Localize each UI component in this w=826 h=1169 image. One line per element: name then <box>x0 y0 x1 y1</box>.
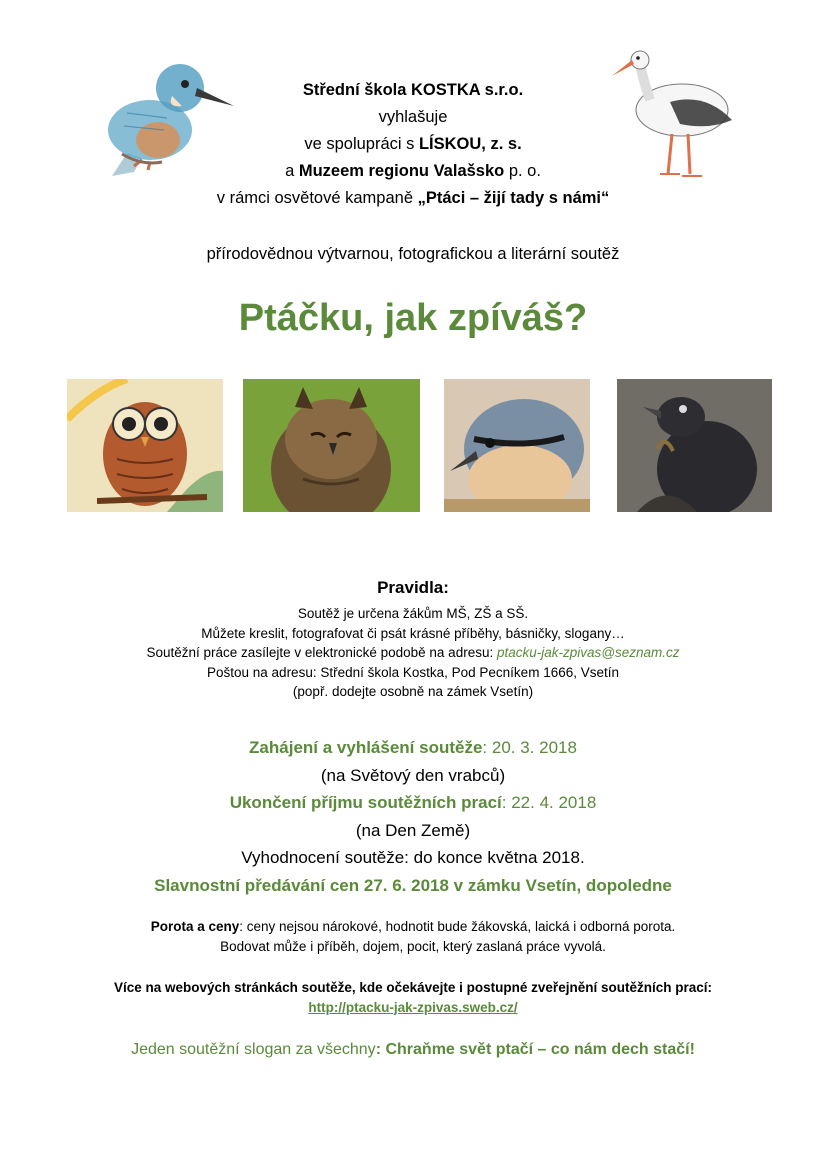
header <box>0 77 826 212</box>
end-date-line: Ukončení příjmu soutěžních prací: 22. 4. 2018 <box>229 793 597 812</box>
more-info-section <box>0 978 826 1017</box>
start-note: (na Světový den vrabců) <box>320 765 506 785</box>
rules-line: Soutěž je určena žákům MŠ, ZŠ a SŠ. <box>297 606 529 621</box>
blackbird-photo <box>617 379 772 512</box>
slogan: Jeden soutěžní slogan za všechny: Chraňme svět ptačí – co nám dech stačí! <box>131 1041 695 1058</box>
competition-type: přírodovědnou výtvarnou, fotografickou a literární soutěž <box>206 245 620 263</box>
page-title: Ptáčku, jak zpíváš? <box>238 297 588 339</box>
start-date-line: Zahájení a vyhlášení soutěže: 20. 3. 2018 <box>249 738 577 757</box>
more-info-text: Více na webových stránkách soutěže, kde očekávejte i postupné zveřejnění soutěžních prací: <box>114 980 712 995</box>
museum-line: a Muzeem regionu Valašsko p. o. <box>285 162 541 180</box>
eagle-owl-photo <box>243 379 420 512</box>
rules-line: Soutěžní práce zasílejte v elektronické podobě na adresu: ptacku-jak-zpivas@seznam.cz <box>146 645 680 660</box>
end-note: (na Den Země) <box>355 820 471 840</box>
cooperation-line: ve spolupráci s LÍSKOU, z. s. <box>304 135 522 153</box>
dates-section <box>0 734 826 899</box>
rules-heading: Pravidla: <box>377 578 449 597</box>
ceremony-line: Slavnostní předávání cen 27. 6. 2018 v zámku Vsetín, dopoledne <box>154 875 672 895</box>
rules-line: Můžete kreslit, fotografovat či psát krásné příběhy, básničky, slogany… <box>201 625 625 641</box>
website-link[interactable]: http://ptacku-jak-zpivas.sweb.cz/ <box>308 999 518 1015</box>
jury-section: Porota a ceny: ceny nejsou nárokové, hodnotit bude žákovská, laická i odborná porota. Bodovat může i příběh, dojem, pocit, který zaslaná práce vyvolá. <box>150 919 676 954</box>
rules-section <box>0 604 826 702</box>
evaluation-line: Vyhodnocení soutěže: do konce května 2018. <box>241 848 585 867</box>
school-name: Střední škola KOSTKA s.r.o. <box>302 81 524 99</box>
nuthatch-photo <box>444 379 590 512</box>
rules-line: (popř. dodejte osobně na zámek Vsetín) <box>292 684 534 699</box>
rules-line: Poštou na adresu: Střední škola Kostka, Pod Pecníkem 1666, Vsetín <box>207 664 619 680</box>
jury-label: Porota a ceny <box>150 919 240 934</box>
owl-drawing-photo <box>67 379 223 512</box>
campaign-line: v rámci osvětové kampaně „Ptáci – žijí tady s námi“ <box>216 189 610 207</box>
email-link[interactable]: ptacku-jak-zpivas@seznam.cz <box>496 645 680 660</box>
announces-text: vyhlašuje <box>378 108 448 126</box>
